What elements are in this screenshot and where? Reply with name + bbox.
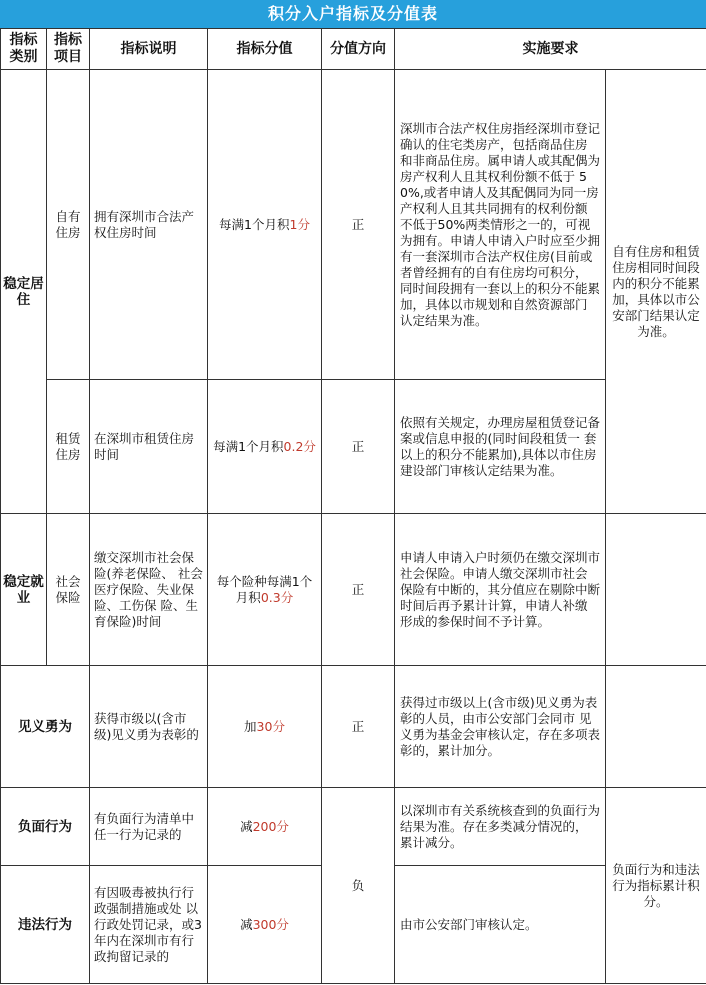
category-illegal: 违法行为	[1, 866, 90, 984]
score-value: 200分	[252, 818, 289, 834]
score-prefix: 减	[240, 916, 253, 932]
score-value: 30分	[256, 718, 285, 734]
score-value: 0.3分	[260, 589, 294, 605]
direction-owned-housing: 正	[322, 70, 395, 380]
note-negative: 负面行为和违法行为指标累计积分。	[606, 788, 706, 984]
table-row	[1, 514, 706, 666]
score-social-insurance	[208, 514, 322, 666]
req-owned-housing: 深圳市合法产权住房指经深圳市登记确认的住宅类房产，包括商品住房 和非商品住房。属申请人或其配偶为房产权利人且其权利份额不低于 50%,或者申请人及其配偶同为同一房产权利人且其共同拥有的权利份额 不低于50%两类情形之一的，可视为拥有。申请人申请入户时应至少拥 有一套深圳市合法产权住房(目前或者曾经拥有的自有住房均可积分， 同时间段拥有一套以上的积分不能累加，具体以市规划和自然资源部门 认定结果为准。	[395, 70, 606, 380]
score-prefix: 减	[240, 818, 253, 834]
req-illegal: 由市公安部门审核认定。	[395, 866, 606, 984]
header-direction: 分值方向	[322, 29, 395, 70]
category-negative: 负面行为	[1, 788, 90, 866]
header-score: 指标分值	[208, 29, 322, 70]
header-category: 指标类别	[1, 29, 47, 70]
item-rented-housing: 租赁住房	[47, 380, 90, 514]
score-bravery	[208, 666, 322, 788]
header-row	[1, 29, 706, 70]
table-row	[1, 788, 706, 866]
item-social-insurance: 社会保险	[47, 514, 90, 666]
note-empty-bravery	[606, 666, 706, 788]
desc-social-insurance: 缴交深圳市社会保险(养老保险、 社会医疗保险、失业保险、工伤保 险、生育保险)时间	[90, 514, 208, 666]
score-prefix: 加	[244, 718, 257, 734]
direction-rented-housing: 正	[322, 380, 395, 514]
table-row	[1, 70, 706, 380]
category-housing: 稳定居住	[1, 70, 47, 514]
table-title: 积分入户指标及分值表	[0, 0, 706, 28]
note-empty-employment	[606, 514, 706, 666]
points-table	[0, 28, 706, 984]
req-negative: 以深圳市有关系统核查到的负面行为结果为准。存在多类减分情况的， 累计减分。	[395, 788, 606, 866]
direction-social-insurance: 正	[322, 514, 395, 666]
note-housing: 自有住房和租赁住房相同时间段内的积分不能累加，具体以市公安部门结果认定为准。	[606, 70, 706, 514]
score-value: 0.2分	[283, 438, 316, 454]
desc-bravery: 获得市级以(含市级)见义勇为表彰的	[90, 666, 208, 788]
desc-illegal: 有因吸毒被执行行政强制措施或处 以行政处罚记录，或3年内在深圳市有行政拘留记录的	[90, 866, 208, 984]
header-description: 指标说明	[90, 29, 208, 70]
category-employment: 稳定就业	[1, 514, 47, 666]
score-prefix: 每满1个月积	[213, 438, 284, 454]
score-negative	[208, 788, 322, 866]
score-owned-housing	[208, 70, 322, 380]
score-prefix: 每满1个月积	[219, 216, 290, 232]
desc-owned-housing: 拥有深圳市合法产权住房时间	[90, 70, 208, 380]
item-owned-housing: 自有住房	[47, 70, 90, 380]
score-prefix: 每个险种每满1个月积	[216, 573, 313, 605]
score-illegal	[208, 866, 322, 984]
category-bravery: 见义勇为	[1, 666, 90, 788]
desc-negative: 有负面行为清单中任一行为记录的	[90, 788, 208, 866]
direction-bravery: 正	[322, 666, 395, 788]
score-rented-housing	[208, 380, 322, 514]
req-social-insurance: 申请人申请入户时须仍在缴交深圳市社会保险。申请人缴交深圳市社会 保险有中断的，其分值应在剔除中断时间后再予累计计算，申请人补缴 形成的参保时间不予计算。	[395, 514, 606, 666]
header-item: 指标项目	[47, 29, 90, 70]
score-value: 300分	[252, 916, 289, 932]
table-row	[1, 380, 706, 514]
req-bravery: 获得过市级以上(含市级)见义勇为表彰的人员，由市公安部门会同市 见义勇为基金会审核认定，存在多项表彰的，累计加分。	[395, 666, 606, 788]
header-requirement: 实施要求	[395, 29, 706, 70]
table-row	[1, 666, 706, 788]
direction-negative: 负	[322, 788, 395, 984]
req-rented-housing: 依照有关规定，办理房屋租赁登记备案或信息申报的(同时间段租赁一 套以上的积分不能累加),具体以市住房建设部门审核认定结果为准。	[395, 380, 606, 514]
score-value: 1分	[289, 216, 310, 232]
desc-rented-housing: 在深圳市租赁住房时间	[90, 380, 208, 514]
